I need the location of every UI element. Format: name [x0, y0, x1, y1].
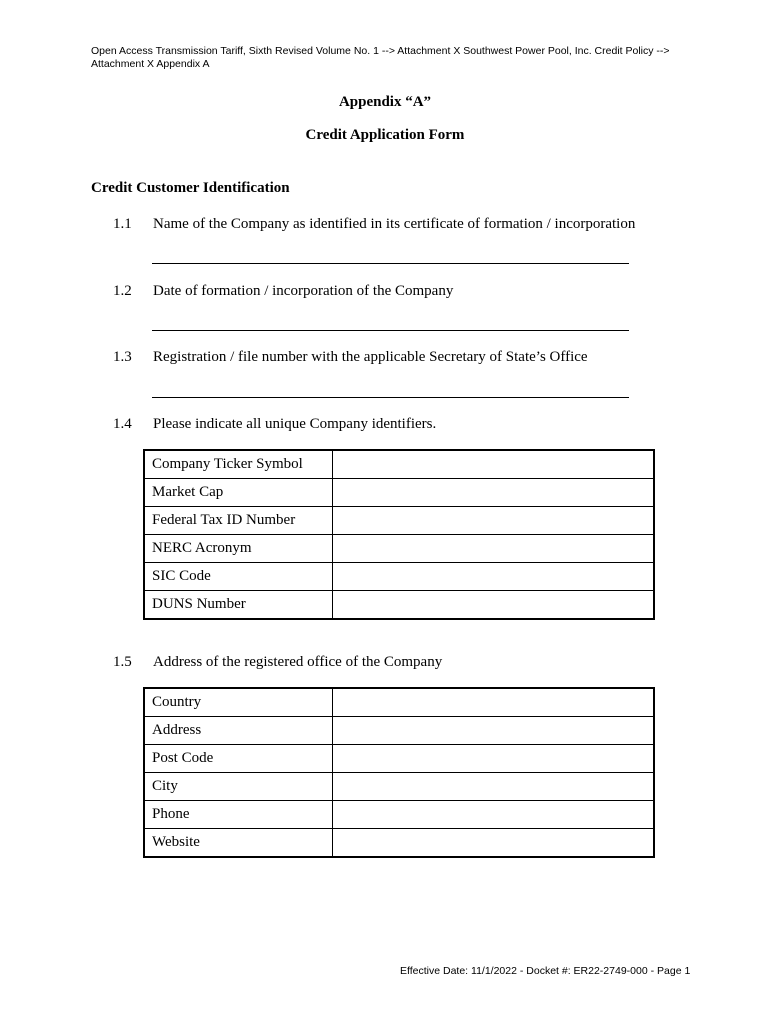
item-text: Please indicate all unique Company identifiers. — [153, 416, 437, 432]
table-row — [144, 829, 654, 858]
appendix-title: Appendix “A” — [338, 94, 432, 110]
page-header — [91, 45, 691, 71]
item-text: Date of formation / incorporation of the Company — [153, 283, 454, 299]
row-label: Address — [144, 717, 333, 745]
row-label: Post Code — [144, 745, 333, 773]
header-line-2: Attachment X Appendix A — [91, 58, 210, 70]
item-number: 1.3 — [113, 349, 132, 365]
page-footer: Effective Date: 11/1/2022 - Docket #: ER22-2749-000 - Page 1 — [400, 965, 691, 977]
row-label: Phone — [144, 801, 333, 829]
table-row — [144, 479, 654, 507]
table-row — [144, 801, 654, 829]
address-table — [143, 687, 655, 858]
sic-code-input[interactable] — [333, 563, 655, 591]
table-row — [144, 535, 654, 563]
duns-number-input[interactable] — [333, 591, 655, 620]
table-row — [144, 591, 654, 620]
item-text: Registration / file number with the applicable Secretary of State’s Office — [153, 349, 588, 365]
form-title: Credit Application Form — [305, 127, 465, 143]
company-name-field[interactable] — [152, 263, 629, 264]
city-input[interactable] — [333, 773, 655, 801]
row-label: City — [144, 773, 333, 801]
market-cap-input[interactable] — [333, 479, 655, 507]
item-number: 1.2 — [113, 283, 132, 299]
row-label: NERC Acronym — [144, 535, 333, 563]
table-row — [144, 563, 654, 591]
row-label: Website — [144, 829, 333, 858]
row-label: SIC Code — [144, 563, 333, 591]
table-row — [144, 773, 654, 801]
item-text: Name of the Company as identified in its certificate of formation / incorporation — [153, 216, 636, 232]
row-label: Company Ticker Symbol — [144, 450, 333, 479]
row-label: DUNS Number — [144, 591, 333, 620]
formation-date-field[interactable] — [152, 330, 629, 331]
phone-input[interactable] — [333, 801, 655, 829]
row-label: Market Cap — [144, 479, 333, 507]
section-heading: Credit Customer Identification — [91, 180, 290, 196]
nerc-acronym-input[interactable] — [333, 535, 655, 563]
website-input[interactable] — [333, 829, 655, 858]
table-row — [144, 745, 654, 773]
row-label: Federal Tax ID Number — [144, 507, 333, 535]
address-input[interactable] — [333, 717, 655, 745]
ticker-symbol-input[interactable] — [333, 450, 655, 479]
item-number: 1.5 — [113, 654, 132, 670]
header-line-1: Open Access Transmission Tariff, Sixth Revised Volume No. 1 --> Attachment X Southwest Power Pool, Inc. Credit Policy --> — [91, 45, 670, 57]
table-row — [144, 507, 654, 535]
table-row — [144, 450, 654, 479]
item-text: Address of the registered office of the Company — [153, 654, 443, 670]
table-row — [144, 688, 654, 717]
tax-id-input[interactable] — [333, 507, 655, 535]
registration-number-field[interactable] — [152, 397, 629, 398]
item-number: 1.1 — [113, 216, 132, 232]
country-input[interactable] — [333, 688, 655, 717]
row-label: Country — [144, 688, 333, 717]
identifiers-table — [143, 449, 655, 620]
table-row — [144, 717, 654, 745]
post-code-input[interactable] — [333, 745, 655, 773]
item-number: 1.4 — [113, 416, 132, 432]
